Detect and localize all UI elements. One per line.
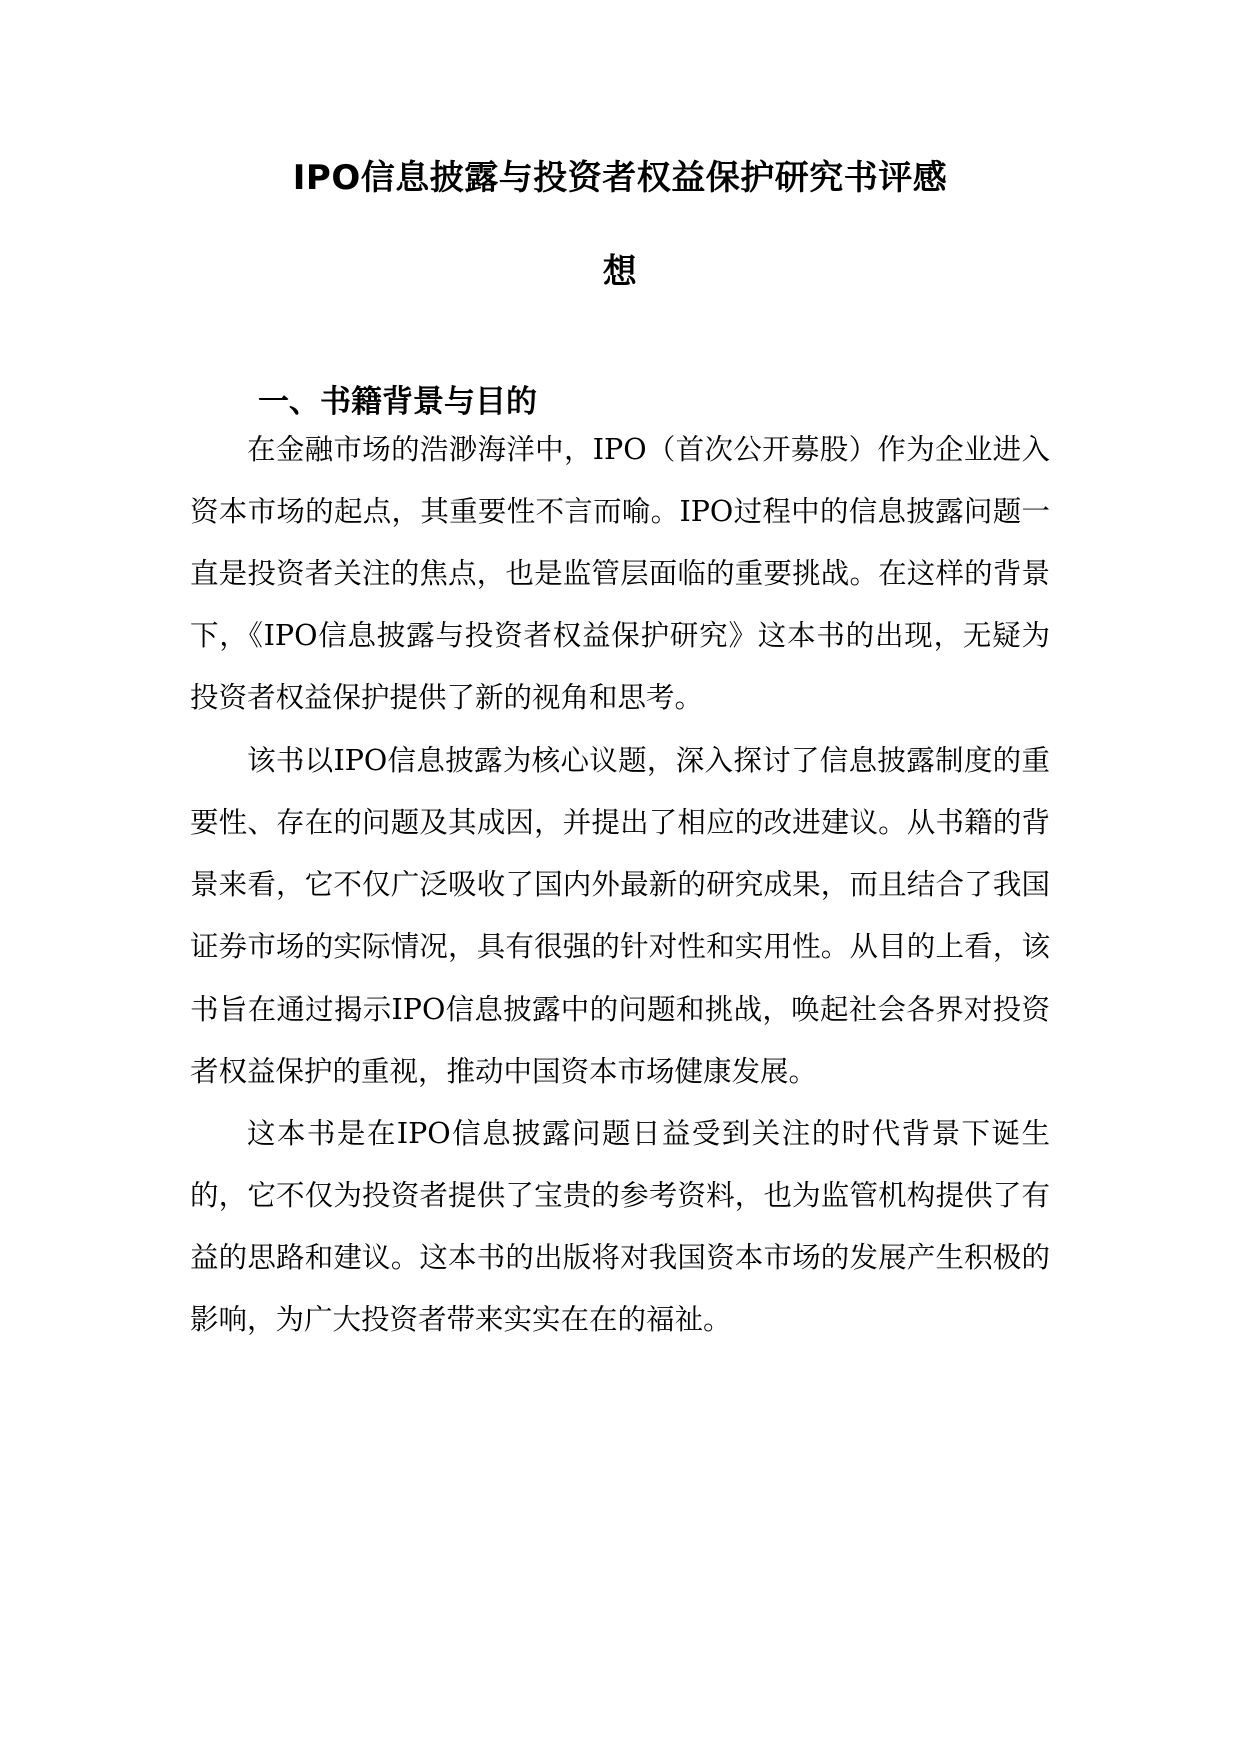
paragraph-1-line-4: 下，《IPO信息披露与投资者权益保护研究》这本书的出现，无疑为 [190, 619, 1050, 652]
paragraph-3-line-3: 益的思路和建议。这本书的出版将对我国资本市场的发展产生积极的 [190, 1241, 1050, 1274]
paragraph-2-line-3: 景来看，它不仅广泛吸收了国内外最新的研究成果，而且结合了我国 [190, 868, 1050, 901]
document-title-line-1: IPO信息披露与投资者权益保护研究书评感 [292, 158, 948, 198]
paragraph-3-line-2: 的，它不仅为投资者提供了宝贵的参考资料，也为监管机构提供了有 [190, 1179, 1050, 1212]
paragraph-3-line-4: 影响，为广大投资者带来实实在在的福祉。 [190, 1303, 732, 1336]
paragraph-2-line-1: 该书以IPO信息披露为核心议题，深入探讨了信息披露制度的重 [247, 744, 1050, 777]
paragraph-1-line-2: 资本市场的起点，其重要性不言而喻。IPO过程中的信息披露问题一 [190, 495, 1050, 528]
paragraph-2-line-2: 要性、存在的问题及其成因，并提出了相应的改进建议。从书籍的背 [190, 806, 1050, 839]
document-title-line-2: 想 [602, 252, 638, 292]
paragraph-2-line-4: 证券市场的实际情况，具有很强的针对性和实用性。从目的上看，该 [190, 930, 1050, 963]
section-heading: 一、书籍背景与目的 [258, 384, 537, 420]
paragraph-1-line-5: 投资者权益保护提供了新的视角和思考。 [190, 681, 704, 714]
paragraph-2-line-5: 书旨在通过揭示IPO信息披露中的问题和挑战，唤起社会各界对投资 [190, 993, 1050, 1026]
paragraph-2-line-6: 者权益保护的重视，推动中国资本市场健康发展。 [190, 1055, 818, 1088]
paragraph-3-line-1: 这本书是在IPO信息披露问题日益受到关注的时代背景下诞生 [247, 1117, 1050, 1150]
paragraph-1-line-1: 在金融市场的浩渺海洋中，IPO（首次公开募股）作为企业进入 [247, 433, 1050, 466]
paragraph-1-line-3: 直是投资者关注的焦点，也是监管层面临的重要挑战。在这样的背景 [190, 557, 1050, 590]
